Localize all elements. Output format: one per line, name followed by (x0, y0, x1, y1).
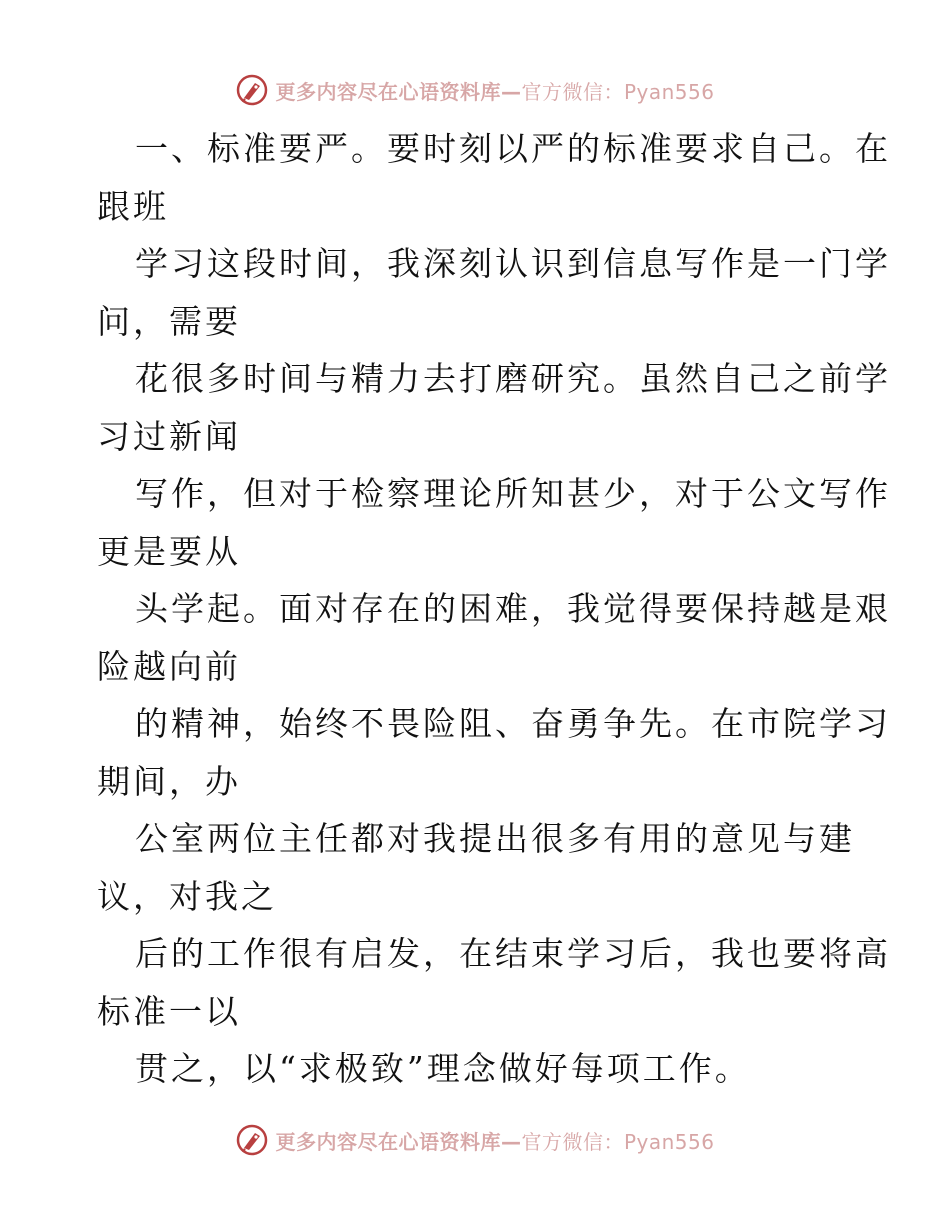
body-line: 的精神，始终不畏险阻、奋勇争先。在市院学习 (135, 704, 891, 743)
body-line: 一、标准要严。要时刻以严的标准要求自己。在 (135, 129, 891, 168)
body-line: 标准一以 (97, 991, 241, 1031)
body-line: 学习这段时间，我深刻认识到信息写作是一门学 (135, 244, 891, 283)
body-line: 写作，但对于检察理论所知甚少，对于公文写作 (135, 474, 891, 513)
footer-wechat-text: 官方微信：Pyan556 (521, 1129, 715, 1154)
body-line: 后的工作很有启发，在结束学习后，我也要将高 (135, 934, 891, 973)
body-line: 跟班 (97, 186, 169, 226)
body-line: 贯之，以“求极致”理念做好每项工作。 (135, 1049, 751, 1088)
body-line: 公室两位主任都对我提出很多有用的意见与建 (135, 819, 855, 858)
header-wechat-text: 官方微信：Pyan556 (521, 79, 715, 104)
body-line: 头学起。面对存在的困难，我觉得要保持越是艰 (135, 589, 891, 628)
header-brand-text: 更多内容尽在心语资料库— (275, 79, 522, 104)
footer-brand-text: 更多内容尽在心语资料库— (275, 1129, 522, 1154)
footer-watermark-text (275, 1126, 714, 1155)
header-watermark-text (275, 76, 714, 105)
body-line: 花很多时间与精力去打磨研究。虽然自己之前学 (135, 359, 891, 398)
body-line: 险越向前 (97, 646, 241, 686)
document-body (97, 120, 891, 1098)
body-line: 议，对我之 (97, 876, 277, 916)
body-line: 更是要从 (97, 531, 241, 571)
body-line: 习过新闻 (97, 416, 241, 456)
body-line: 期间，办 (97, 761, 241, 801)
footer-watermark (0, 1120, 950, 1160)
pen-nib-logo-icon (235, 73, 269, 107)
header-watermark (0, 70, 950, 110)
pen-nib-logo-icon (235, 1123, 269, 1157)
body-line: 问，需要 (97, 301, 241, 341)
